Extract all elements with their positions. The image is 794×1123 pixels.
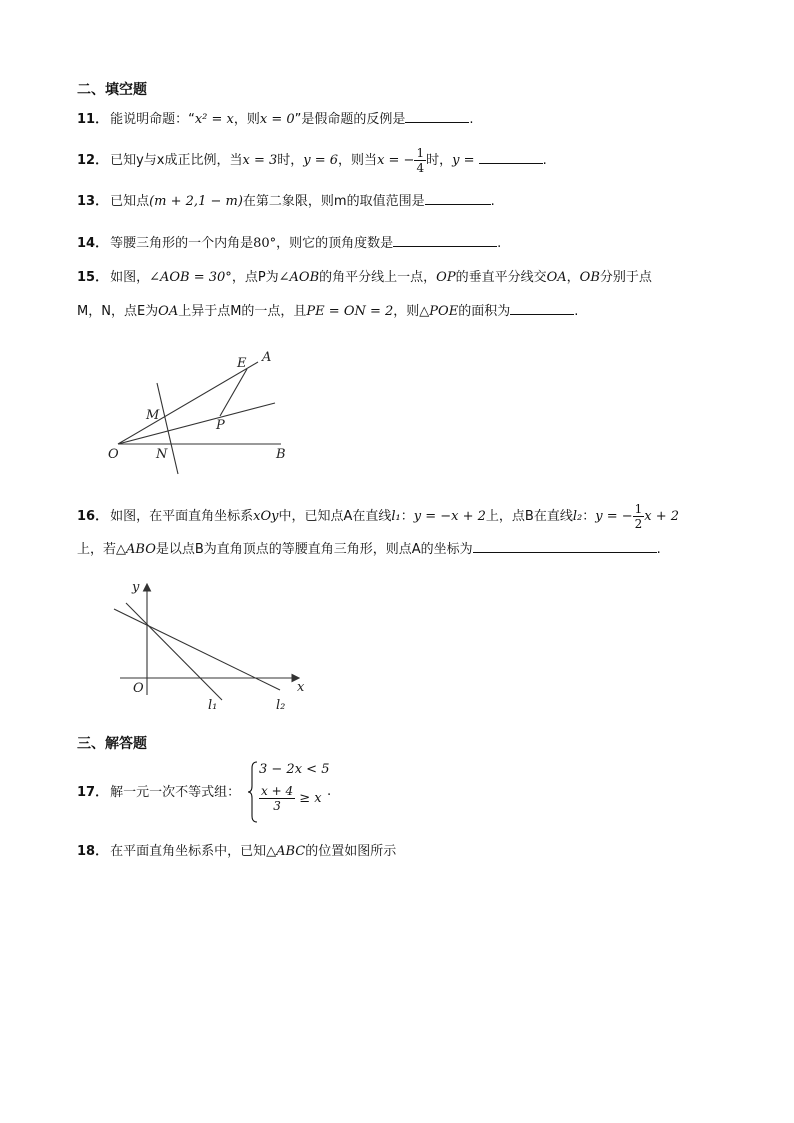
q15-math: △POE bbox=[419, 304, 459, 319]
q16-text: 是以点B为直角顶点的等腰直角三角形，则点A的坐标为 bbox=[155, 542, 473, 557]
question-number: 14． bbox=[77, 236, 109, 251]
label-m: M bbox=[146, 408, 160, 423]
question-number: 11． bbox=[77, 112, 109, 127]
q16-math: △ABO bbox=[116, 542, 156, 557]
q11-math-1: x² = x bbox=[194, 112, 234, 127]
question-11 bbox=[77, 108, 474, 130]
q12-math-1: x = 3 bbox=[242, 153, 278, 168]
question-number: 16． bbox=[77, 509, 109, 524]
q15-math: OA bbox=[546, 270, 567, 285]
label-n: N bbox=[156, 447, 168, 462]
q11-text-3: ”是假命题的反例是 bbox=[294, 112, 406, 127]
q14-period: . bbox=[497, 236, 502, 251]
answer-blank[interactable] bbox=[510, 300, 574, 315]
q15-period: . bbox=[574, 304, 579, 319]
q16-text: 上，点B在直线 bbox=[485, 509, 573, 524]
figure-15-angle-diagram bbox=[100, 340, 300, 475]
q16-fraction bbox=[633, 502, 645, 531]
q16-math: l₁ bbox=[391, 509, 401, 524]
q17-fraction bbox=[259, 784, 295, 813]
answer-blank[interactable] bbox=[479, 149, 543, 164]
q12-text-3: ，则当 bbox=[338, 153, 378, 168]
question-18 bbox=[77, 842, 396, 862]
q13-text-2: 在第二象限，则m的取值范围是 bbox=[242, 194, 425, 209]
q18-math: △ABC bbox=[266, 844, 306, 859]
q16-text: ： bbox=[400, 509, 414, 524]
fraction-numerator: 1 bbox=[634, 502, 643, 516]
q16-text: 上，若 bbox=[77, 542, 117, 557]
answer-blank[interactable] bbox=[393, 232, 497, 247]
question-15-line-2 bbox=[77, 300, 578, 322]
q12-text-2: 时， bbox=[277, 153, 304, 168]
q11-text-2: ，则 bbox=[233, 112, 260, 127]
brace-icon bbox=[247, 760, 259, 824]
q15-math: ∠AOB bbox=[278, 270, 320, 285]
fraction-denominator: 2 bbox=[634, 517, 643, 531]
label-e: E bbox=[237, 356, 247, 371]
q15-text: ， bbox=[566, 270, 580, 285]
ray-oa bbox=[118, 362, 258, 444]
q16-math: l₂ bbox=[572, 509, 583, 524]
label-o: O bbox=[108, 447, 119, 462]
inequality-2 bbox=[259, 784, 322, 813]
q12-text-1: 已知y与x成正比例，当 bbox=[110, 153, 243, 168]
q15-math: ∠AOB = 30° bbox=[149, 270, 232, 285]
q15-math: OA bbox=[158, 304, 179, 319]
q15-math: OB bbox=[579, 270, 600, 285]
q18-text: 的位置如图所示 bbox=[305, 844, 397, 859]
q16-text: 如图，在平面直角坐标系 bbox=[110, 509, 254, 524]
q13-period: . bbox=[490, 194, 495, 209]
q12-math-2: y = 6 bbox=[303, 153, 339, 168]
q12-period: . bbox=[542, 153, 547, 168]
question-number: 15． bbox=[77, 270, 109, 285]
section-title-fill-in: 二、填空题 bbox=[77, 82, 147, 98]
label-b: B bbox=[276, 447, 286, 462]
inequality-1: 3 − 2x < 5 bbox=[259, 762, 330, 777]
question-16-line-1 bbox=[77, 502, 679, 531]
question-16-line-2 bbox=[77, 538, 661, 560]
label-y: y bbox=[132, 580, 140, 595]
figure-16-coordinate-diagram bbox=[100, 575, 315, 720]
question-number: 12． bbox=[77, 153, 109, 168]
question-15-line-1 bbox=[77, 268, 652, 288]
q12-text-4: 时， bbox=[426, 153, 453, 168]
question-number: 13． bbox=[77, 194, 109, 209]
q16-math: x + 2 bbox=[644, 509, 680, 524]
fraction-numerator: 1 bbox=[416, 146, 425, 160]
section-title-solve: 三、解答题 bbox=[77, 736, 147, 752]
q15-math: PE = ON = 2 bbox=[306, 304, 394, 319]
q16-text: 中，已知点A在直线 bbox=[278, 509, 392, 524]
question-number: 18． bbox=[77, 844, 109, 859]
label-l2: l₂ bbox=[276, 698, 286, 713]
ray-op-bisector bbox=[118, 403, 275, 444]
question-14 bbox=[77, 232, 501, 254]
q13-text-1: 已知点 bbox=[110, 194, 150, 209]
label-a: A bbox=[262, 350, 272, 365]
fraction-denominator: 3 bbox=[273, 799, 281, 813]
answer-blank[interactable] bbox=[405, 108, 469, 123]
q11-math-2: x = 0 bbox=[259, 112, 295, 127]
fraction-numerator: x + 4 bbox=[261, 784, 294, 798]
q15-text: 如图， bbox=[110, 270, 150, 285]
q15-text: 的角平分线上一点， bbox=[319, 270, 437, 285]
question-13 bbox=[77, 190, 495, 212]
q16-math: y = −x + 2 bbox=[413, 509, 486, 524]
q12-math-4: y = bbox=[452, 153, 475, 168]
q17-text: 解一元一次不等式组： bbox=[110, 785, 241, 800]
q16-text: ： bbox=[582, 509, 596, 524]
q15-text: 的垂直平分线交 bbox=[455, 270, 547, 285]
q16-period: . bbox=[656, 542, 661, 557]
q16-math: xOy bbox=[253, 509, 279, 524]
label-x: x bbox=[297, 680, 305, 695]
q15-text: M，N，点E为 bbox=[77, 304, 159, 319]
answer-blank[interactable] bbox=[425, 190, 491, 205]
q15-text: 的面积为 bbox=[458, 304, 511, 319]
q16-math: y = − bbox=[595, 509, 633, 524]
q15-math: OP bbox=[436, 270, 456, 285]
q14-text-2: ，则它的顶角度数是 bbox=[276, 236, 394, 251]
q14-text-1: 等腰三角形的一个内角是 bbox=[110, 236, 254, 251]
q15-text: 上异于点M的一点，且 bbox=[178, 304, 307, 319]
label-p: P bbox=[216, 418, 225, 433]
label-origin: O bbox=[133, 681, 144, 696]
q11-text-1: 能说明命题：“ bbox=[110, 112, 195, 127]
question-12 bbox=[77, 146, 547, 175]
q12-fraction bbox=[414, 146, 426, 175]
inequality-2-tail: ≥ x bbox=[299, 791, 322, 806]
label-l1: l₁ bbox=[208, 698, 218, 713]
question-17 bbox=[77, 783, 240, 803]
fraction-denominator: 4 bbox=[416, 161, 425, 175]
q18-text: 在平面直角坐标系中，已知 bbox=[110, 844, 267, 859]
q15-text: ，则 bbox=[393, 304, 420, 319]
q15-text: ，点P为 bbox=[231, 270, 279, 285]
question-number: 17． bbox=[77, 785, 109, 800]
q12-math-3: x = − bbox=[377, 153, 415, 168]
q13-math-1: (m + 2,1 − m) bbox=[149, 194, 243, 209]
q17-period: . bbox=[327, 784, 332, 799]
q15-text: 分别于点 bbox=[599, 270, 652, 285]
q14-math-1: 80° bbox=[253, 236, 277, 251]
q11-period: . bbox=[469, 112, 474, 127]
answer-blank[interactable] bbox=[473, 538, 657, 553]
